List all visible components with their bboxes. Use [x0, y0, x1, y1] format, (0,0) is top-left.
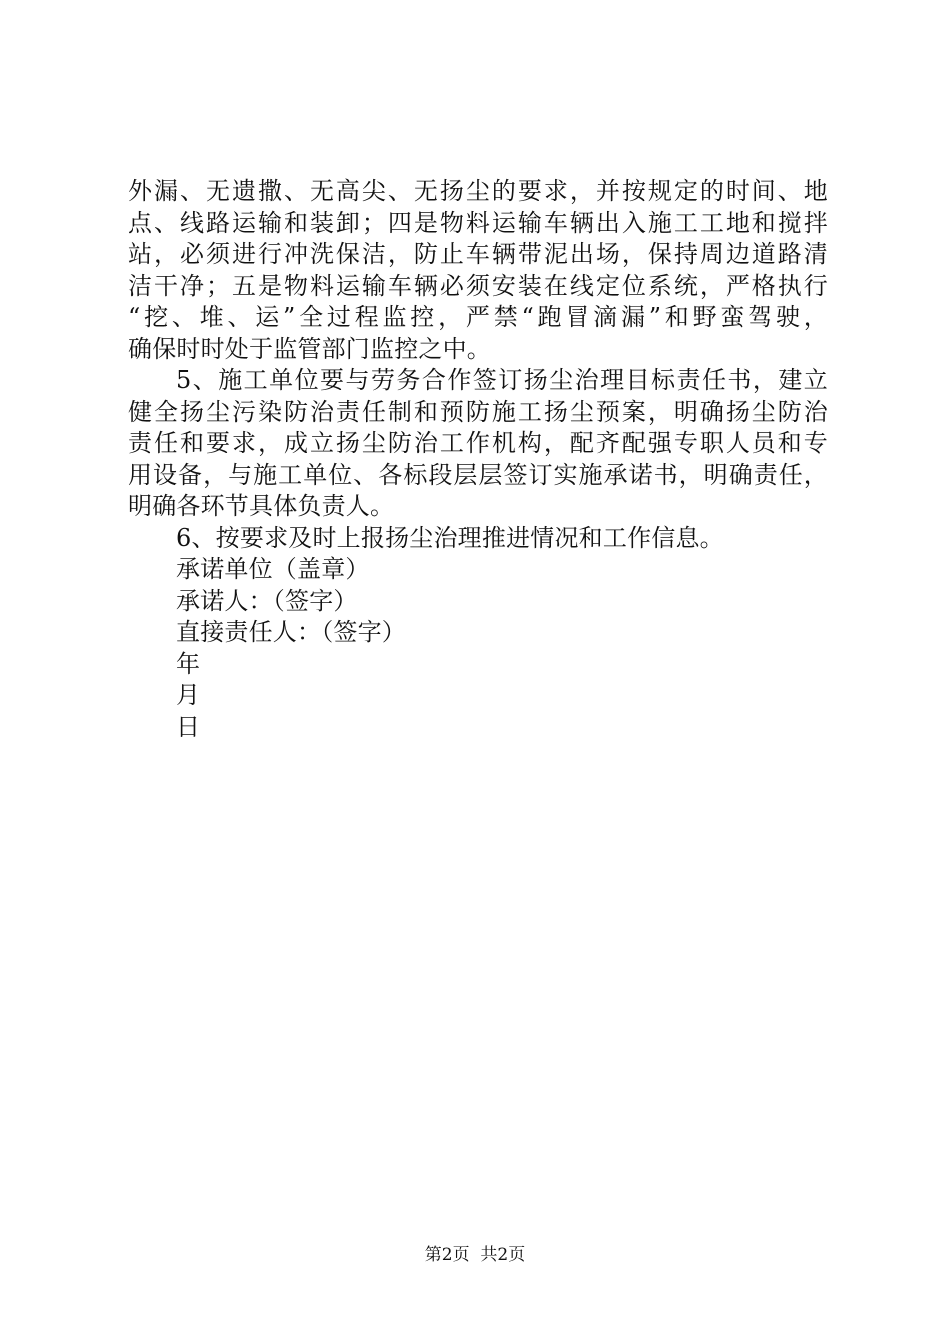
signature-unit: 承诺单位（盖章） — [176, 555, 370, 583]
footer-gap — [470, 1245, 481, 1265]
item-5-line: 用设备，与施工单位、各标段层层签订实施承诺书，明确责任， — [128, 460, 828, 489]
footer-total-pages: 2 — [497, 1245, 509, 1265]
item-5-line: 5、施工单位要与劳务合作签订扬尘治理目标责任书，建立 — [176, 366, 828, 394]
item-5-line: 健全扬尘污染防治责任制和预防施工扬尘预案，明确扬尘防治 — [128, 397, 828, 426]
date-year: 年 — [176, 649, 201, 678]
footer-page-number: 2 — [441, 1245, 453, 1265]
footer-page-unit: 页 — [452, 1245, 470, 1265]
paragraph-line: 点、线路运输和装卸；四是物料运输车辆出入施工工地和搅拌 — [128, 208, 828, 237]
paragraph-line: 站，必须进行冲洗保洁，防止车辆带泥出场，保持周边道路清 — [128, 240, 828, 268]
footer-total-prefix: 共 — [480, 1245, 498, 1265]
paragraph-line: 洁干净；五是物料运输车辆必须安装在线定位系统，严格执行 — [128, 271, 828, 300]
paragraph-line: 外漏、无遗撒、无高尖、无扬尘的要求，并按规定的时间、地 — [128, 177, 828, 205]
date-day: 日 — [176, 712, 201, 741]
signature-person: 承诺人：（签字） — [176, 586, 358, 615]
paragraph-line: “挖、堆、运”全过程监控，严禁“跑冒滴漏”和野蛮驾驶， — [128, 303, 828, 331]
item-6-text: 6、按要求及时上报扬尘治理推进情况和工作信息。 — [176, 523, 724, 552]
item-5-line: 责任和要求，成立扬尘防治工作机构，配齐配强专职人员和专 — [128, 429, 828, 457]
footer-page-prefix: 第 — [424, 1245, 442, 1265]
document-body — [128, 176, 828, 743]
date-month: 月 — [176, 681, 201, 709]
footer-total-unit: 页 — [508, 1245, 526, 1265]
page-footer — [0, 1244, 950, 1266]
signature-responsible: 直接责任人：（签字） — [176, 618, 406, 646]
item-5-line: 明确各环节具体负责人。 — [128, 492, 395, 520]
paragraph-line: 确保时时处于监管部门监控之中。 — [128, 334, 491, 363]
